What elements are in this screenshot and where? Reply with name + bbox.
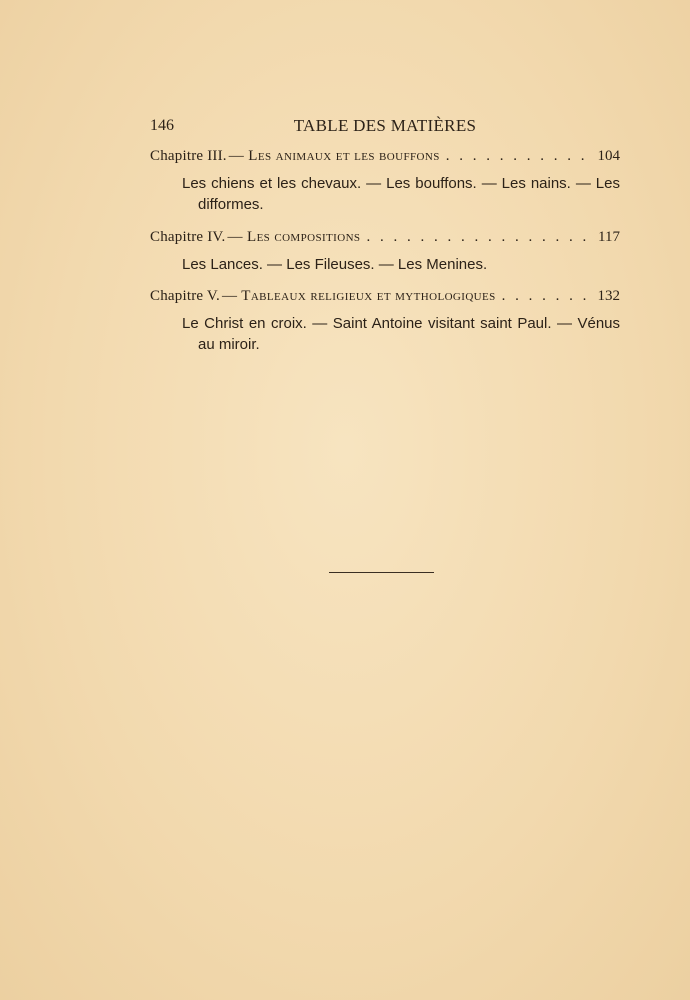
chapter-title: — Les compositions: [227, 229, 361, 245]
chapter-page-number: 117: [598, 229, 620, 245]
dot-leader: [446, 148, 592, 165]
chapter-page-number: 104: [597, 148, 620, 164]
chapter-label: Chapitre IV.: [150, 229, 226, 245]
chapter-label: Chapitre V.: [150, 288, 220, 304]
chapter-line: [150, 229, 620, 246]
page-title: TABLE DES MATIÈRES: [293, 116, 477, 135]
toc-entry-chapter-5: [150, 288, 620, 355]
chapter-title: — Tableaux religieux et mythologiques: [221, 288, 496, 304]
chapter-line: [150, 148, 620, 165]
chapter-title: — Les animaux et les bouffons: [228, 148, 440, 164]
running-head: [150, 116, 620, 138]
chapter-line: [150, 288, 620, 305]
dot-leader: [502, 288, 592, 305]
toc-entry-chapter-3: [150, 148, 620, 215]
chapter-page-number: 132: [597, 288, 620, 304]
chapter-subtitles: Les chiens et les chevaux. — Les bouffons. — Les nains. — Les difformes.: [182, 175, 620, 213]
chapter-subtitles: Les Lances. — Les Fileuses. — Les Menines.: [182, 256, 488, 273]
chapter-label: Chapitre III.: [150, 148, 227, 164]
dot-leader: [366, 229, 592, 246]
section-divider-rule: [329, 572, 434, 573]
toc-entry-chapter-4: [150, 229, 620, 275]
chapter-subtitles: Le Christ en croix. — Saint Antoine visitant saint Paul. — Vénus au miroir.: [182, 315, 620, 353]
page-number: 146: [150, 117, 174, 134]
